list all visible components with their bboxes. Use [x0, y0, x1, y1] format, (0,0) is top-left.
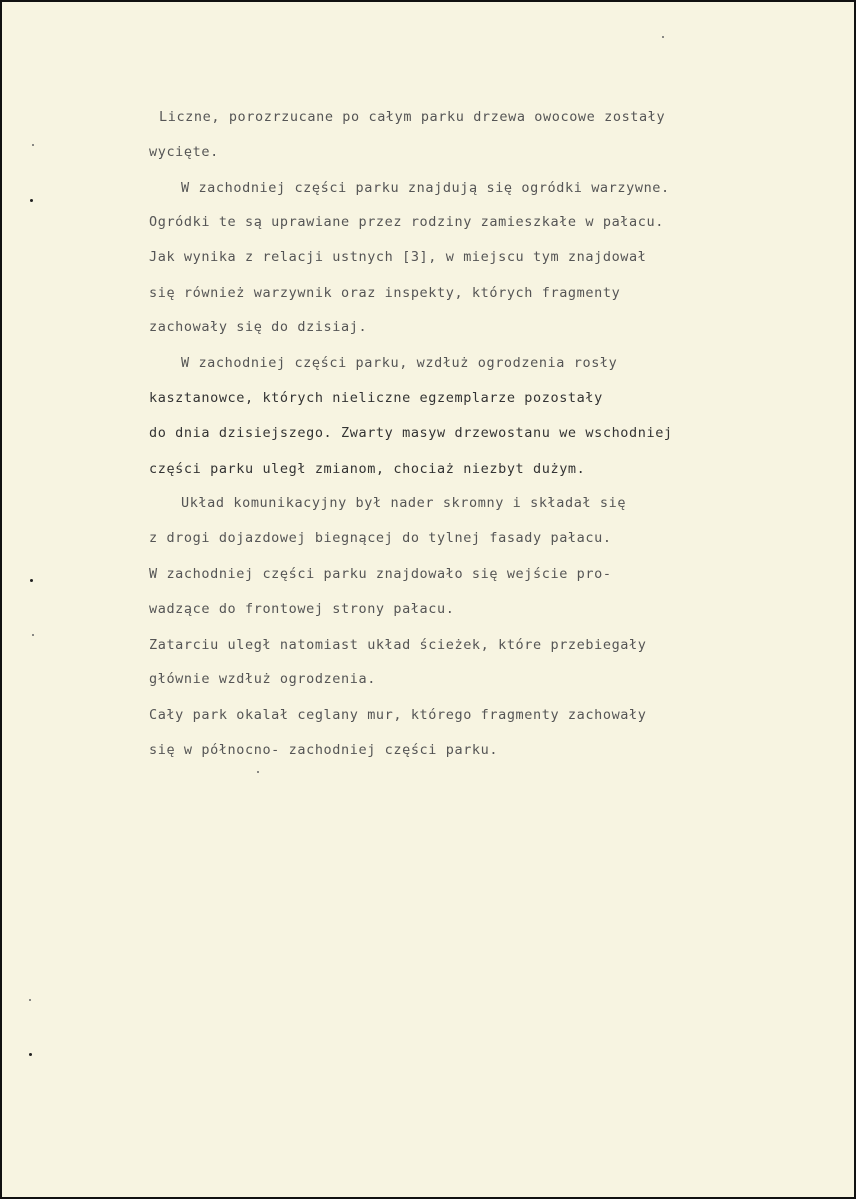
text-line: Ogródki te są uprawiane przez rodziny zamieszkałe w pałacu. — [149, 214, 664, 230]
text-line: W zachodniej części parku znajdowało się wejście pro- — [149, 566, 612, 582]
text-line: W zachodniej części parku znajdują się ogródki warzywne. — [181, 180, 670, 196]
text-line: Zatarciu uległ natomiast układ ścieżek, które przebiegały — [149, 637, 647, 653]
scan-speck — [662, 36, 664, 38]
text-line: kasztanowce, których nieliczne egzemplarze pozostały — [149, 390, 603, 406]
scan-speck — [29, 999, 31, 1001]
text-line: W zachodniej części parku, wzdłuż ogrodzenia rosły — [181, 355, 618, 371]
scan-speck — [32, 634, 34, 636]
text-line: Układ komunikacyjny był nader skromny i składał się — [181, 495, 627, 511]
text-line: wadzące do frontowej strony pałacu. — [149, 601, 455, 617]
text-line: do dnia dzisiejszego. Zwarty masyw drzewostanu we wschodniej — [149, 425, 673, 441]
scan-speck — [30, 199, 33, 202]
text-line: głównie wzdłuż ogrodzenia. — [149, 671, 376, 687]
text-line: z drogi dojazdowej biegnącej do tylnej fasady pałacu. — [149, 530, 612, 546]
scan-speck — [32, 144, 34, 146]
scan-speck — [30, 579, 33, 582]
text-line: się również warzywnik oraz inspekty, których fragmenty — [149, 285, 621, 301]
scan-speck — [257, 771, 259, 773]
text-line: się w północno- zachodniej części parku. — [149, 742, 499, 758]
text-line: zachowały się do dzisiaj. — [149, 319, 368, 335]
text-line: Jak wynika z relacji ustnych [3], w miejscu tym znajdował — [149, 249, 647, 265]
text-line: Liczne, porozrzucane po całym parku drzewa owocowe zostały — [159, 109, 666, 125]
scan-speck — [29, 1053, 32, 1056]
text-line: części parku uległ zmianom, chociaż niezbyt dużym. — [149, 461, 586, 477]
text-line: wycięte. — [149, 144, 219, 160]
text-line: Cały park okalał ceglany mur, którego fragmenty zachowały — [149, 707, 647, 723]
